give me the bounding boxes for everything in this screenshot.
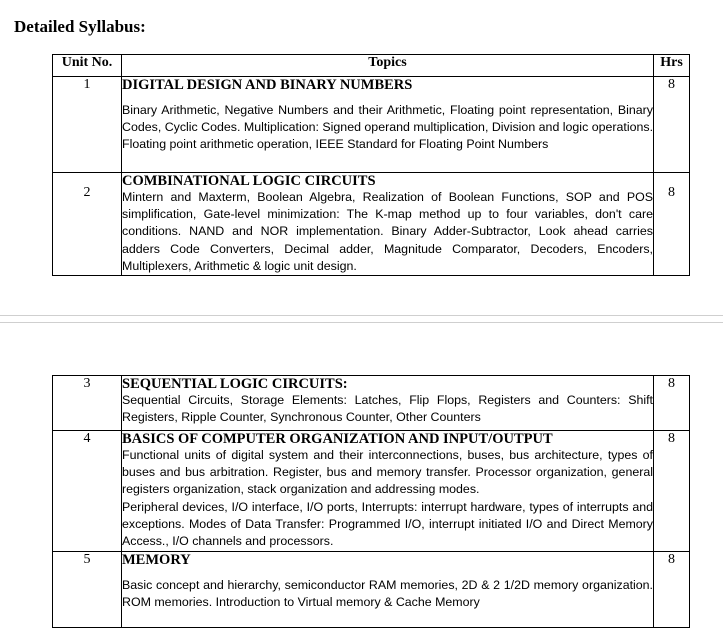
unit-title: MEMORY — [122, 552, 191, 568]
topic-cell — [122, 376, 654, 431]
unit-topics-text: Binary Arithmetic, Negative Numbers and their Arithmetic, Floating point representation, Binary Codes, Cyclic Codes. Multiplication: Signed operand multiplication, Division and logic operations. Floating point arithmetic operation, IEEE Standard for Floating Point Numbers — [122, 103, 654, 152]
topic-cell — [122, 431, 654, 552]
topic-cell — [122, 552, 654, 628]
table-row — [53, 552, 690, 628]
topic-cell — [122, 77, 654, 173]
unit-number: 1 — [53, 77, 122, 173]
unit-number: 4 — [53, 431, 122, 552]
syllabus-table-part-1 — [52, 54, 690, 276]
unit-hours: 8 — [654, 552, 690, 628]
unit-number: 3 — [53, 376, 122, 431]
unit-topics-text: Basic concept and hierarchy, semiconductor RAM memories, 2D & 2 1/2D memory organization. ROM memories. Introduction to Virtual memory & Cache Memory — [122, 578, 653, 610]
header-unit-no: Unit No. — [53, 55, 122, 77]
unit-topics-text: Functional units of digital system and their interconnections, buses, bus architecture, types of buses and bus arbitration. Register, bus and memory transfer. Processor organization, general registers organization, stack organization and addressing modes. — [122, 448, 653, 497]
unit-title: SEQUENTIAL LOGIC CIRCUITS: — [122, 376, 348, 392]
table-row — [53, 173, 690, 276]
unit-topics-text-2: Peripheral devices, I/O interface, I/O ports, Interrupts: interrupt hardware, types of interrupts and exceptions. Modes of Data Transfer: Programmed I/O, interrupt initiated I/O and Direct Memory Access., I/O channels and processors. — [122, 499, 653, 549]
topic-cell — [122, 173, 654, 276]
unit-topics-text: Mintern and Maxterm, Boolean Algebra, Realization of Boolean Functions, SOP and POS simplification, Gate-level minimization: The K-map method up to four variables, don't care conditions. NAND and NOR implementation. Binary Adder-Subtractor, Look ahead carries adders Code Converters, Decimal adder, Magnitude Comparator, Decoders, Encoders, Multiplexers, Arithmetic & logic unit design. — [122, 190, 653, 273]
page-break-line — [0, 315, 723, 316]
syllabus-table-part-2 — [52, 375, 690, 628]
unit-title: DIGITAL DESIGN AND BINARY NUMBERS — [122, 77, 413, 93]
unit-title: BASICS OF COMPUTER ORGANIZATION AND INPUT/OUTPUT — [122, 431, 553, 447]
unit-hours: 8 — [654, 173, 690, 276]
table-row — [53, 77, 690, 173]
header-hrs: Hrs — [654, 55, 690, 77]
table-row — [53, 376, 690, 431]
table-row — [53, 431, 690, 552]
page-break-line — [0, 322, 723, 323]
unit-topics-text: Sequential Circuits, Storage Elements: Latches, Flip Flops, Registers and Counters: Shift Registers, Ripple Counter, Synchronous Counter, Other Counters — [122, 393, 653, 425]
page-heading: Detailed Syllabus: — [14, 17, 146, 36]
unit-hours: 8 — [654, 376, 690, 431]
unit-number: 5 — [53, 552, 122, 628]
unit-hours: 8 — [654, 77, 690, 173]
unit-hours: 8 — [654, 431, 690, 552]
unit-title: COMBINATIONAL LOGIC CIRCUITS — [122, 173, 376, 189]
table-header-row — [53, 55, 690, 77]
unit-number: 2 — [53, 173, 122, 276]
header-topics: Topics — [122, 55, 654, 77]
